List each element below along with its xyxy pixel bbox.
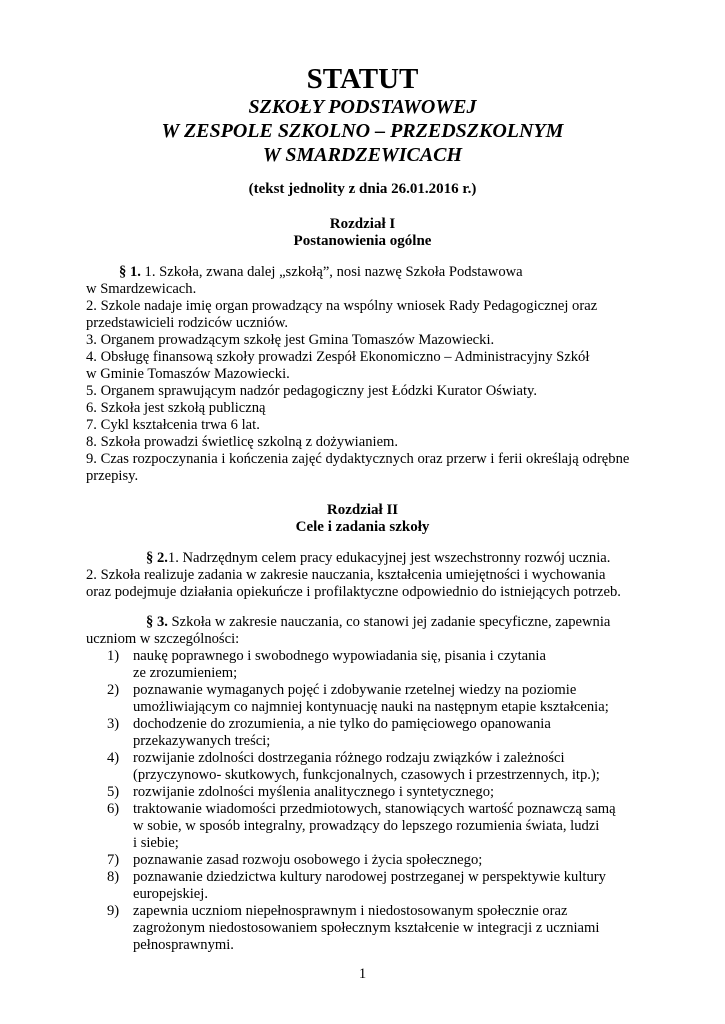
section-1-line: 8. Szkoła prowadzi świetlicę szkolną z dożywianiem. xyxy=(86,434,399,450)
list-item: 6) traktowanie wiadomości przedmiotowych, stanowiących wartość poznawczą samą xyxy=(107,801,616,817)
list-item: 1) naukę poprawnego i swobodnego wypowiadania się, pisania i czytania xyxy=(107,648,546,664)
section-1-line: 2. Szkole nadaje imię organ prowadzący na wspólny wniosek Rady Pedagogicznej oraz xyxy=(86,298,598,314)
section-1-line: 9. Czas rozpoczynania i kończenia zajęć dydaktycznych oraz przerw i ferii określają odrębne xyxy=(86,451,630,467)
version-note: (tekst jednolity z dnia 26.01.2016 r.) xyxy=(248,181,477,197)
list-item: 9) zapewnia uczniom niepełnosprawnym i niedostosowanym społecznie oraz xyxy=(107,903,568,919)
section-3-first-line xyxy=(146,614,610,631)
section-2-first-line xyxy=(146,550,610,567)
list-item-continuation: zagrożonym niedostosowaniem społecznym kształcenie w integracji z uczniami xyxy=(133,920,600,936)
section-1-first-line xyxy=(119,264,523,281)
list-item-continuation: ze zrozumieniem; xyxy=(133,665,238,681)
page-number: 1 xyxy=(358,966,367,982)
chapter-1-label: Rozdział I xyxy=(329,216,396,232)
section-2-line: oraz podejmuje działania opiekuńcze i profilaktyczne odpowiednio do istniejących potrzeb. xyxy=(86,584,621,600)
section-2-mark: § 2. xyxy=(146,550,168,566)
section-1-mark: § 1. xyxy=(119,264,141,280)
chapter-2-title: Cele i zadania szkoły xyxy=(295,519,430,535)
section-1-line: 5. Organem sprawującym nadzór pedagogiczny jest Łódzki Kurator Oświaty. xyxy=(86,383,538,399)
section-3-text: Szkoła w zakresie nauczania, co stanowi jej zadanie specyficzne, zapewnia xyxy=(167,614,611,630)
section-3-line: uczniom w szczególności: xyxy=(86,631,240,647)
section-1-line: w Smardzewicach. xyxy=(86,281,197,297)
section-3-mark: § 3. xyxy=(146,614,168,630)
section-1-line: 3. Organem prowadzącym szkołę jest Gmina Tomaszów Mazowiecki. xyxy=(86,332,495,348)
list-item-continuation: w sobie, w sposób integralny, prowadzący do lepszego rozumienia świata, ludzi xyxy=(133,818,600,834)
list-item: 7) poznawanie zasad rozwoju osobowego i życia społecznego; xyxy=(107,852,483,868)
list-item: 5) rozwijanie zdolności myślenia analitycznego i syntetycznego; xyxy=(107,784,495,800)
list-item-continuation: umożliwiającym co najmniej kontynuację nauki na następnym etapie kształcenia; xyxy=(133,699,609,715)
section-1-line: w Gminie Tomaszów Mazowiecki. xyxy=(86,366,290,382)
chapter-2-label: Rozdział II xyxy=(326,502,399,518)
section-1-line: przepisy. xyxy=(86,468,139,484)
section-1-line: 4. Obsługę finansową szkoły prowadzi Zespół Ekonomiczno – Administracyjny Szkół xyxy=(86,349,590,365)
section-1-line: 7. Cykl kształcenia trwa 6 lat. xyxy=(86,417,260,433)
chapter-1-title: Postanowienia ogólne xyxy=(293,233,432,249)
list-item-continuation: europejskiej. xyxy=(133,886,208,902)
subtitle-line-2: W ZESPOLE SZKOLNO – PRZEDSZKOLNYM xyxy=(161,120,564,142)
section-1-text: 1. Szkoła, zwana dalej „szkołą”, nosi nazwę Szkoła Podstawowa xyxy=(140,264,523,280)
section-1-line: 6. Szkoła jest szkołą publiczną xyxy=(86,400,266,416)
document-title: STATUT xyxy=(306,63,419,95)
list-item-continuation: pełnosprawnymi. xyxy=(133,937,234,953)
list-item: 8) poznawanie dziedzictwa kultury narodowej postrzeganej w perspektywie kultury xyxy=(107,869,606,885)
list-item: 4) rozwijanie zdolności dostrzegania różnego rodzaju związków i zależności xyxy=(107,750,565,766)
list-item-continuation: i siebie; xyxy=(133,835,179,851)
section-2-text: 1. Nadrzędnym celem pracy edukacyjnej jest wszechstronny rozwój ucznia. xyxy=(167,550,611,566)
section-1-line: przedstawicieli rodziców uczniów. xyxy=(86,315,289,331)
section-2-line: 2. Szkoła realizuje zadania w zakresie nauczania, kształcenia umiejętności i wychowania xyxy=(86,567,606,583)
list-item: 2) poznawanie wymaganych pojęć i zdobywanie rzetelnej wiedzy na poziomie xyxy=(107,682,577,698)
subtitle-line-1: SZKOŁY PODSTAWOWEJ xyxy=(248,96,477,118)
list-item: 3) dochodzenie do zrozumienia, a nie tylko do pamięciowego opanowania xyxy=(107,716,551,732)
list-item-continuation: (przyczynowo- skutkowych, funkcjonalnych, czasowych i przestrzennych, itp.); xyxy=(133,767,600,783)
subtitle-line-3: W SMARDZEWICACH xyxy=(262,144,463,166)
list-item-continuation: przekazywanych treści; xyxy=(133,733,271,749)
